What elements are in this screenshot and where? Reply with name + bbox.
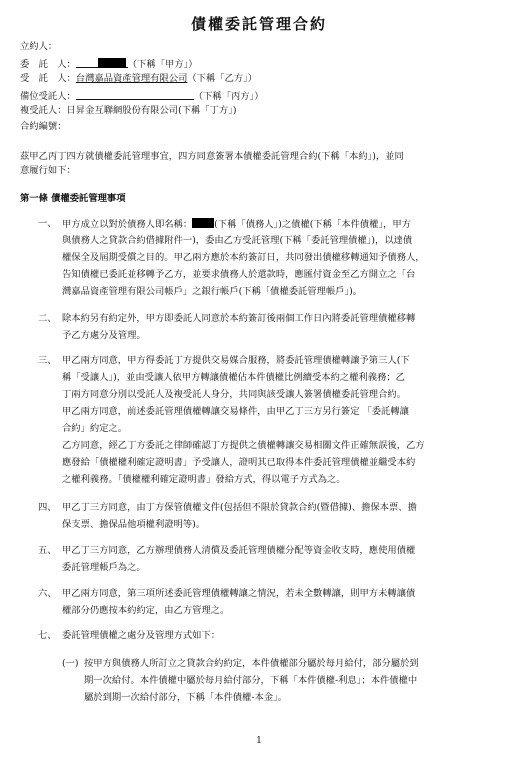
item-line: 甲乙兩方同意，前述委託管理債權轉讓交易條件，由甲乙丁三方另行簽定 「委託轉讓 bbox=[62, 406, 409, 417]
item-line: 稱「受讓人」)，並由受讓人依甲方轉讓債權佔本件債權比例續受本約之權利義務；乙 bbox=[62, 372, 405, 383]
sub-item-line: 期一次給付。本件債權中屬於每月給付部分，下稱「本件債權-利息」；本件債權中 bbox=[84, 675, 418, 686]
party-a-blank bbox=[76, 57, 98, 68]
page-title: 債權委託管理合約 bbox=[190, 15, 327, 33]
item-line: 權保全及屆期受償之目的。甲乙兩方應於本約簽訂日，共同發出債權移轉通知予債務人， bbox=[62, 252, 425, 263]
redaction-block bbox=[192, 218, 214, 228]
contract-number-label: 合約編號： bbox=[20, 121, 67, 132]
sub-item-line: 按甲方與債務人所訂立之貸款合約約定，本件債權部分屬於每月給付，部分屬於到 bbox=[84, 658, 419, 669]
intro-line: 意履行如下： bbox=[20, 165, 76, 176]
item-line: 應發給「債權權利確定證明書」予受讓人，證明其已取得本件委託管理債權並繼受本約 bbox=[62, 457, 416, 468]
item-line: 權部分仍應按本約約定，由乙方管理之。 bbox=[62, 605, 230, 616]
item-line: 甲乙丁三方同意，乙方辦理債務人清償及委託管理債權分配等資金收支時，應使用債權 bbox=[62, 545, 416, 556]
item-line: 之權利義務。「債權權利確定證明書」發給方式，得以電子方式為之。 bbox=[62, 474, 346, 485]
party-d-label: 複受託人： bbox=[20, 105, 67, 116]
article-heading: 第一條 債權委託管理事項 bbox=[20, 193, 126, 204]
party-b-row bbox=[20, 73, 257, 85]
item-line: 乙方同意，經乙丁方委託之律師確認丁方提供之債權轉讓交易相關文件正確無誤後，乙方 bbox=[62, 440, 425, 451]
item-line: 甲乙丁三方同意，由丁方保管債權文件(包括但不限於貸款合約(暨借據)、擔保本票、擔 bbox=[62, 502, 417, 513]
party-b-name: 台灣嘉品資產管理有限公司 bbox=[75, 73, 188, 84]
item-line: 丁兩方同意分別以受託人及複受託人身分，共同與該受讓人簽署債權委託管理合約。 bbox=[62, 389, 406, 400]
item-number: 一、 bbox=[38, 218, 57, 229]
item-number: 七、 bbox=[38, 630, 57, 641]
redaction-block bbox=[98, 58, 126, 68]
item-line: 甲方成立以對於債務人即名稱： (下稱「債務人」)之債權(下稱「本件債權」，甲方 bbox=[62, 219, 411, 230]
item-line: 保支票、擔保品他項權利證明等)。 bbox=[62, 519, 206, 530]
item-number: 五、 bbox=[38, 545, 57, 556]
party-a-label: 委 託 人： bbox=[20, 59, 76, 70]
item-line: 委託管理債權之處分及管理方式如下： bbox=[62, 630, 221, 641]
intro-line: 茲甲乙丙丁四方就債權委託管理事宜，四方同意簽署本債權委託管理合約(下稱「本約」)，並同 bbox=[20, 151, 404, 162]
item-line: 除本約另有約定外，甲方即委託人同意於本約簽訂後兩個工作日內將委託管理債權移轉 bbox=[62, 313, 416, 324]
party-d-text: 日昇金互聯網股份有限公司(下稱「丁方」) bbox=[66, 105, 237, 116]
sub-item-number: (一) bbox=[62, 658, 79, 669]
parties-label: 立約人： bbox=[20, 41, 58, 52]
item-number: 二、 bbox=[38, 313, 57, 324]
party-c-suffix: （下稱「丙方」） bbox=[193, 91, 264, 102]
item-line: 予乙方處分及管理。 bbox=[62, 330, 146, 341]
item-line: 與債務人之貸款合約借據附件一)，委由乙方受託管理(下稱「委託管理債權」)，以達債 bbox=[62, 235, 413, 246]
item-number: 六、 bbox=[38, 588, 57, 599]
item-number: 四、 bbox=[38, 502, 57, 513]
party-b-suffix: （下稱「乙方」） bbox=[187, 73, 258, 84]
item-line: 委託管理帳戶為之。 bbox=[62, 562, 146, 573]
item-number: 三、 bbox=[38, 355, 57, 366]
party-a-row bbox=[20, 57, 198, 71]
item-line: 告知債權已委託並移轉予乙方，並要求債務人於還款時，應匯付資金至乙方開立之「台 bbox=[62, 269, 416, 280]
party-c-blank bbox=[76, 89, 194, 100]
item-line: 甲乙兩方同意，第三項所述委託管理債權轉讓之情況，若未全數轉讓，則甲方未轉讓債 bbox=[62, 588, 416, 599]
item-line: 合約」約定之。 bbox=[62, 423, 128, 434]
party-c-row bbox=[20, 89, 264, 103]
item-line: 灣嘉品資產管理有限公司帳戶」之銀行帳戶(下稱「債權委託管理帳戶」)。 bbox=[62, 286, 363, 297]
sub-item-line: 屬於到期一次給付部分，下稱「本件債權-本金」。 bbox=[84, 692, 288, 703]
party-d-row bbox=[20, 105, 236, 117]
party-b-label: 受 託 人： bbox=[20, 73, 76, 84]
page-number: 1 bbox=[256, 736, 262, 746]
party-c-label: 備位受託人： bbox=[20, 91, 76, 102]
item-line: 甲乙兩方同意，甲方得委託丁方提供交易媒合服務，將委託管理債權轉讓予第三人(下 bbox=[62, 355, 410, 366]
party-a-suffix: （下稱「甲方」） bbox=[127, 59, 198, 70]
